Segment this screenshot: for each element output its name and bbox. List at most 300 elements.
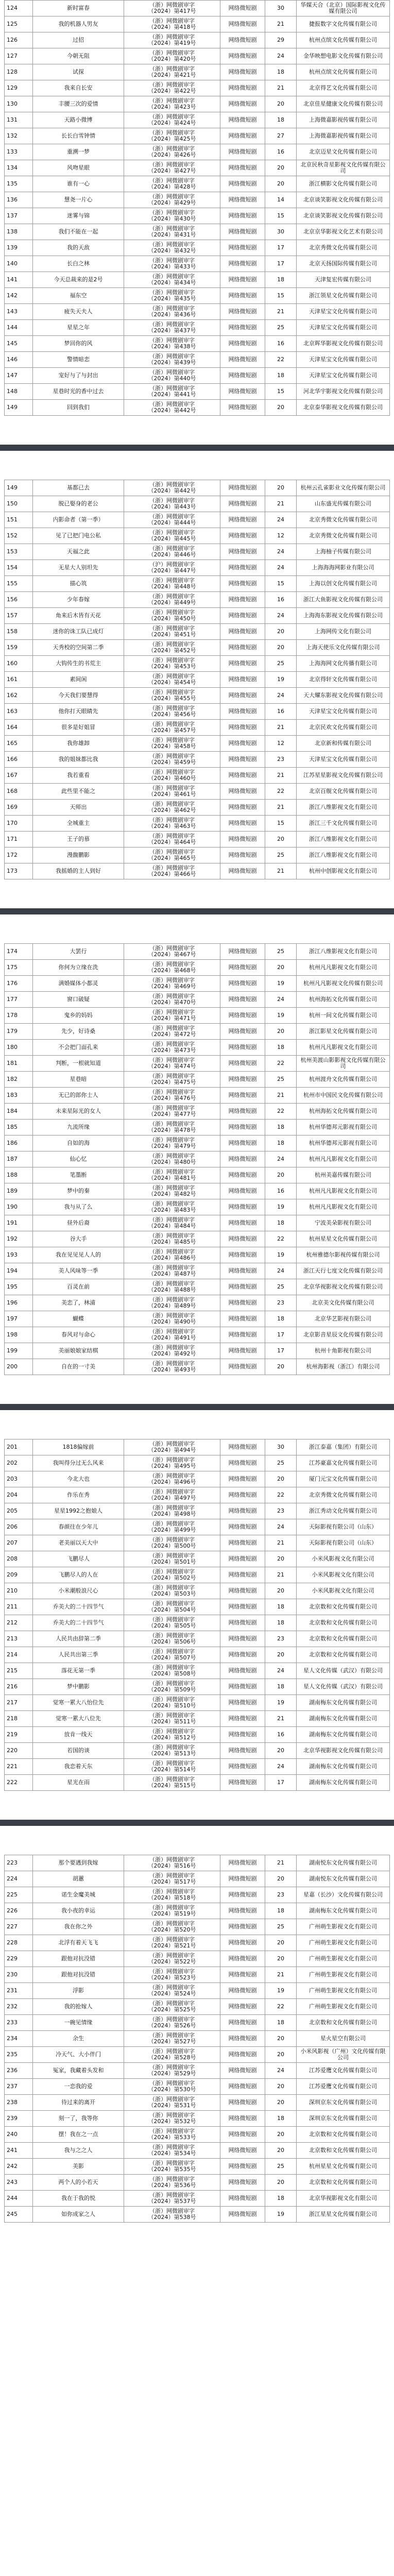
producer-company: 北京秀微文化传媒有限公司 <box>297 1487 390 1503</box>
drama-title: 很多是好姐冒 <box>33 720 124 736</box>
license-line: （2024）第495号 <box>148 1463 196 1469</box>
license-number <box>124 672 220 688</box>
table-row <box>5 1535 390 1551</box>
license-line: （2024）第424号 <box>148 120 196 126</box>
drama-type: 网络微短剧 <box>220 2111 265 2127</box>
license-number <box>124 544 220 560</box>
producer-company: 浙江领星文化传媒有限公司 <box>297 288 390 304</box>
license-number <box>124 528 220 544</box>
drama-title: 仙心忆 <box>33 1151 124 1167</box>
table-row <box>5 1983 390 1999</box>
license-number <box>124 1951 220 1967</box>
producer-company: 湖南梅东文化传媒有限公司 <box>297 1711 390 1727</box>
drama-type: 网络微短剧 <box>220 400 265 416</box>
license-line: （2024）第519号 <box>148 1910 196 1917</box>
drama-type: 网络微短剧 <box>220 1151 265 1167</box>
license-line: （2024）第436号 <box>148 311 196 318</box>
producer-company: 浙江大鱼影视文化传媒有限公司 <box>297 592 390 608</box>
drama-type: 网络微短剧 <box>220 1487 265 1503</box>
producer-company: 杭州凡凡影视文化传媒有限公司 <box>297 976 390 992</box>
episode-count: 20 <box>265 2143 297 2159</box>
drama-type: 网络微短剧 <box>220 1599 265 1615</box>
license-line: （2024）第427号 <box>148 167 196 174</box>
drama-type: 网络微短剧 <box>220 1024 265 1040</box>
row-number: 187 <box>5 1151 33 1167</box>
drama-type: 网络微短剧 <box>220 1695 265 1711</box>
episode-count: 24 <box>265 544 297 560</box>
license-line: （2024）第451号 <box>148 631 196 638</box>
row-number: 245 <box>5 2207 33 2223</box>
producer-company: 广州萌生影视文化有限公司 <box>297 1951 390 1967</box>
table-row <box>5 64 390 80</box>
license-line: （浙）网微剧审字 <box>149 1664 195 1671</box>
episode-count: 15 <box>265 288 297 304</box>
drama-title: 飞鹏尽人的人在 <box>33 1567 124 1583</box>
producer-company: 杭州点缤文化传媒有限公司 <box>297 32 390 48</box>
license-number <box>124 288 220 304</box>
table-row <box>5 112 390 128</box>
license-line: （2024）第528号 <box>148 2054 196 2061</box>
episode-count: 21 <box>265 496 297 512</box>
drama-title: 人民共由辞第二季 <box>33 1631 124 1647</box>
episode-count: 18 <box>265 368 297 384</box>
table-row <box>5 1951 390 1967</box>
license-line: （2024）第498号 <box>148 1511 196 1517</box>
license-line: （浙）网微剧审字 <box>149 641 195 648</box>
episode-count: 20 <box>265 640 297 656</box>
drama-title: 我来自长安 <box>33 80 124 96</box>
table-row <box>5 512 390 528</box>
license-line: （2024）第503号 <box>148 1590 196 1597</box>
table-row <box>5 1967 390 1983</box>
drama-title: 我在你之外 <box>33 1919 124 1935</box>
episode-count: 27 <box>265 128 297 144</box>
drama-title: 美人风味等一季 <box>33 1263 124 1279</box>
license-number <box>124 944 220 960</box>
row-number: 147 <box>5 368 33 384</box>
episode-count: 24 <box>265 560 297 576</box>
drama-type: 网络微短剧 <box>220 96 265 112</box>
license-line: （浙）网微剧审字 <box>149 1936 195 1943</box>
table-row <box>5 1056 390 1072</box>
table-row <box>5 2175 390 2191</box>
drama-title: 我与从了么 <box>33 1199 124 1215</box>
license-number <box>124 656 220 672</box>
table-row <box>5 2191 390 2207</box>
license-line: （2024）第417号 <box>148 8 196 14</box>
episode-count: 19 <box>265 1695 297 1711</box>
license-number <box>124 80 220 96</box>
license-number <box>124 2127 220 2143</box>
license-line: （浙）网微剧审字 <box>149 2048 195 2055</box>
row-number: 225 <box>5 1887 33 1903</box>
drama-title: 角来后木皆有天花 <box>33 608 124 624</box>
row-number: 206 <box>5 1519 33 1535</box>
license-number <box>124 1327 220 1343</box>
license-number <box>124 1695 220 1711</box>
license-number <box>124 496 220 512</box>
drama-title: 百灵在前 <box>33 1279 124 1295</box>
row-number: 140 <box>5 256 33 272</box>
producer-company: 浙江泰嘉（集团）有限公司 <box>297 1439 390 1455</box>
drama-title: 我在于我的悦 <box>33 2191 124 2207</box>
producer-company: 天津星宝文化传媒有限公司 <box>297 352 390 368</box>
episode-count: 18 <box>265 1120 297 1136</box>
license-line: （浙）网微剧审字 <box>149 161 195 168</box>
episode-count: 12 <box>265 736 297 752</box>
row-number: 213 <box>5 1631 33 1647</box>
drama-type: 网络微短剧 <box>220 784 265 800</box>
license-number <box>124 1279 220 1295</box>
row-number: 193 <box>5 1247 33 1263</box>
license-line: （浙）网微剧审字 <box>149 673 195 680</box>
drama-title: 福东空 <box>33 288 124 304</box>
drama-title: 我的抢嫁人 <box>33 1999 124 2015</box>
episode-count: 20 <box>265 1951 297 1967</box>
license-number <box>124 1487 220 1503</box>
table-row <box>5 128 390 144</box>
page-divider-bar <box>0 908 394 914</box>
license-line: （浙）网微剧审字 <box>149 1456 195 1463</box>
license-number <box>124 1295 220 1311</box>
row-number: 192 <box>5 1231 33 1247</box>
episode-count: 16 <box>265 1183 297 1199</box>
row-number: 144 <box>5 320 33 336</box>
drama-type: 网络微短剧 <box>220 144 265 160</box>
license-line: （2024）第526号 <box>148 2022 196 2029</box>
license-line: （浙）网微剧审字 <box>149 1009 195 1015</box>
license-line: （浙）网微剧审字 <box>149 529 195 536</box>
drama-type: 网络微短剧 <box>220 528 265 544</box>
drama-type: 网络微短剧 <box>220 720 265 736</box>
producer-company: 杭州渡舟文化传媒有限公司 <box>297 1072 390 1088</box>
license-number <box>124 2159 220 2175</box>
drama-title: 冤家，我藏着头发和 <box>33 2063 124 2079</box>
license-number <box>124 640 220 656</box>
row-number: 219 <box>5 1727 33 1743</box>
table-row <box>5 704 390 720</box>
producer-company: 北京数和文化传媒有限公司 <box>297 1647 390 1663</box>
drama-type: 网络微短剧 <box>220 1935 265 1951</box>
table-row <box>5 1631 390 1647</box>
license-number <box>124 800 220 816</box>
license-line: （浙）网微剧审字 <box>149 1472 195 1479</box>
license-line: （2024）第477号 <box>148 1111 196 1117</box>
license-number <box>124 832 220 848</box>
drama-type: 网络微短剧 <box>220 863 265 879</box>
producer-company: 北京天扬国际传媒有限公司 <box>297 256 390 272</box>
episode-count: 24 <box>265 1519 297 1535</box>
table-row <box>5 1679 390 1695</box>
license-line: （2024）第478号 <box>148 1127 196 1133</box>
episode-count: 20 <box>265 960 297 976</box>
row-number: 174 <box>5 944 33 960</box>
drama-title: 我的姐妹都比我 <box>33 752 124 768</box>
drama-type: 网络微短剧 <box>220 1871 265 1887</box>
table-row <box>5 1647 390 1663</box>
license-line: （2024）第474号 <box>148 1063 196 1070</box>
license-number <box>124 96 220 112</box>
episode-count: 30 <box>265 224 297 240</box>
producer-company: 杭州凡凡影视文化有限公司 <box>297 1151 390 1167</box>
episode-count: 20 <box>265 480 297 496</box>
drama-type: 网络微短剧 <box>220 608 265 624</box>
episode-count: 15 <box>265 208 297 224</box>
table-row <box>5 1567 390 1583</box>
table-row <box>5 368 390 384</box>
license-number <box>124 1583 220 1599</box>
license-line: （2024）第522号 <box>148 1958 196 1965</box>
row-number: 128 <box>5 64 33 80</box>
license-line: （2024）第475号 <box>148 1079 196 1086</box>
license-number <box>124 1471 220 1487</box>
drama-title: 落花无第一季 <box>33 1663 124 1679</box>
registration-table <box>4 1439 390 1791</box>
drama-type: 网络微短剧 <box>220 1903 265 1919</box>
drama-title: 不会把门面孔来 <box>33 1040 124 1056</box>
drama-type: 网络微短剧 <box>220 1136 265 1151</box>
license-line: （2024）第518号 <box>148 1894 196 1901</box>
drama-title: 一恋我的爱 <box>33 2079 124 2095</box>
license-line: （2024）第449号 <box>148 599 196 606</box>
drama-type: 网络微短剧 <box>220 1631 265 1647</box>
table-row <box>5 80 390 96</box>
license-number <box>124 2191 220 2207</box>
table-row <box>5 832 390 848</box>
drama-title: 梦回你的风 <box>33 336 124 352</box>
drama-type: 网络微短剧 <box>220 576 265 592</box>
producer-company: 天津星宝文化传媒有限公司 <box>297 368 390 384</box>
drama-type: 网络微短剧 <box>220 2159 265 2175</box>
license-number <box>124 1024 220 1040</box>
drama-title: 待过来的离开 <box>33 2095 124 2111</box>
license-line: （2024）第425号 <box>148 135 196 142</box>
drama-type: 网络微短剧 <box>220 1519 265 1535</box>
row-number: 172 <box>5 848 33 863</box>
drama-title: 美丽娘娘家结棋 <box>33 1343 124 1359</box>
license-line: （2024）第483号 <box>148 1207 196 1213</box>
episode-count: 19 <box>265 1199 297 1215</box>
drama-title: 大钩传生的书荒主 <box>33 656 124 672</box>
license-line: （浙）网微剧审字 <box>149 1440 195 1447</box>
table-row <box>5 1919 390 1935</box>
table-row <box>5 496 390 512</box>
license-line: （2024）第421号 <box>148 72 196 78</box>
row-number: 141 <box>5 272 33 288</box>
episode-count: 18 <box>265 272 297 288</box>
drama-type: 网络微短剧 <box>220 2031 265 2047</box>
drama-title: 长白之林 <box>33 256 124 272</box>
license-line: （浙）网微剧审字 <box>149 849 195 855</box>
license-number <box>124 1040 220 1056</box>
table-row <box>5 2063 390 2079</box>
producer-company: 杭州中创影视文化有限公司 <box>297 863 390 879</box>
row-number: 186 <box>5 1136 33 1151</box>
table-row <box>5 1775 390 1791</box>
episode-count: 16 <box>265 144 297 160</box>
license-number <box>124 1983 220 1999</box>
license-number <box>124 704 220 720</box>
table-row <box>5 1183 390 1199</box>
license-line: （浙）网微剧审字 <box>149 721 195 727</box>
license-line: （2024）第521号 <box>148 1942 196 1949</box>
license-line: （2024）第469号 <box>148 983 196 990</box>
license-number <box>124 368 220 384</box>
row-number: 233 <box>5 2015 33 2031</box>
episode-count: 19 <box>265 1983 297 1999</box>
table-row <box>5 2079 390 2095</box>
license-number <box>124 1359 220 1375</box>
drama-type: 网络微短剧 <box>220 1327 265 1343</box>
drama-type: 网络微短剧 <box>220 1359 265 1375</box>
producer-company: 杭州星星文化传媒有限公司 <box>297 1231 390 1247</box>
table-row <box>5 816 390 832</box>
license-number <box>124 112 220 128</box>
drama-title: 谁有一心 <box>33 176 124 192</box>
producer-company: 上海以创文化传媒有限公司 <box>297 576 390 592</box>
row-number: 167 <box>5 768 33 784</box>
row-number: 138 <box>5 224 33 240</box>
episode-count: 20 <box>265 1583 297 1599</box>
license-line: （浙）网微剧审字 <box>149 1280 195 1287</box>
table-row <box>5 1903 390 1919</box>
producer-company: 杭州凡凡影视文化有限公司 <box>297 1183 390 1199</box>
drama-title: 人民共出第三季 <box>33 1647 124 1663</box>
drama-title: 摆！我在之一点 <box>33 2127 124 2143</box>
table-row <box>5 1663 390 1679</box>
episode-count: 14 <box>265 192 297 208</box>
license-line: （2024）第481号 <box>148 1175 196 1181</box>
row-number: 170 <box>5 816 33 832</box>
row-number: 149 <box>5 400 33 416</box>
episode-count: 25 <box>265 656 297 672</box>
table-row <box>5 1199 390 1215</box>
row-number: 198 <box>5 1327 33 1343</box>
table-row <box>5 1871 390 1887</box>
drama-title: 那个要遇到我嫁 <box>33 1855 124 1871</box>
drama-type: 网络微短剧 <box>220 1679 265 1695</box>
license-line: （浙）网微剧审字 <box>149 2080 195 2087</box>
producer-company: 上海微嘉影视传媒有限公司 <box>297 128 390 144</box>
producer-company: 湖南悦东文化传媒有限公司 <box>297 1855 390 1871</box>
drama-type: 网络微短剧 <box>220 512 265 528</box>
producer-company: 江苏星星影视文化传媒有限公司 <box>297 768 390 784</box>
producer-company: 杭州点缤文化传媒有限公司 <box>297 64 390 80</box>
producer-company: 北京得轩文化传媒有限公司 <box>297 672 390 688</box>
episode-count: 20 <box>265 160 297 176</box>
drama-type: 网络微短剧 <box>220 16 265 32</box>
table-row <box>5 592 390 608</box>
license-line: （2024）第445号 <box>148 535 196 542</box>
license-line: （2024）第512号 <box>148 1734 196 1741</box>
drama-title: 笔墨断 <box>33 1167 124 1183</box>
license-line: （浙）网微剧审字 <box>149 321 195 328</box>
drama-title: 窗口破疑 <box>33 992 124 1008</box>
table-row <box>5 2159 390 2175</box>
license-line: （2024）第435号 <box>148 295 196 302</box>
page-divider-bar <box>0 1404 394 1410</box>
row-number: 203 <box>5 1471 33 1487</box>
license-line: （2024）第501号 <box>148 1558 196 1565</box>
license-line: （浙）网微剧审字 <box>149 2192 195 2198</box>
license-line: （2024）第442号 <box>148 487 196 494</box>
license-number <box>124 976 220 992</box>
license-number <box>124 592 220 608</box>
license-line: （浙）网微剧审字 <box>149 1888 195 1895</box>
table-row <box>5 1599 390 1615</box>
producer-company: 湖南梅东文化传媒有限公司 <box>297 1695 390 1711</box>
license-line: （浙）网微剧审字 <box>149 2128 195 2134</box>
producer-company: 湖南梅东文化传媒有限公司 <box>297 1775 390 1791</box>
table-row <box>5 304 390 320</box>
drama-title: 你何为立缘在洗 <box>33 960 124 976</box>
license-line: （浙）网微剧审字 <box>149 545 195 552</box>
license-line: （2024）第448号 <box>148 583 196 590</box>
producer-company: 天津星宝文化传媒有限公司 <box>297 304 390 320</box>
drama-type: 网络微短剧 <box>220 752 265 768</box>
license-line: （浙）网微剧审字 <box>149 1041 195 1047</box>
license-line: （2024）第466号 <box>148 871 196 877</box>
license-line: （2024）第488号 <box>148 1286 196 1293</box>
table-row <box>5 1359 390 1375</box>
drama-title: 刻一了，我等你 <box>33 2111 124 2127</box>
episode-count: 19 <box>265 1008 297 1024</box>
episode-count: 20 <box>265 2175 297 2191</box>
table-row <box>5 752 390 768</box>
producer-company: 北京谈笑影视文化传媒有限公司 <box>297 208 390 224</box>
table-row <box>5 2047 390 2063</box>
row-number: 130 <box>5 96 33 112</box>
registration-table <box>4 480 390 879</box>
episode-count: 18 <box>265 1615 297 1631</box>
drama-type: 网络微短剧 <box>220 672 265 688</box>
drama-title: 星巷暗 <box>33 1072 124 1088</box>
drama-type: 网络微短剧 <box>220 1343 265 1359</box>
drama-title: 今北大也 <box>33 1471 124 1487</box>
license-number <box>124 1 220 16</box>
license-line: （2024）第486号 <box>148 1255 196 1261</box>
row-number: 168 <box>5 784 33 800</box>
license-line: （2024）第476号 <box>148 1095 196 1101</box>
drama-type: 网络微短剧 <box>220 624 265 640</box>
drama-title: 梦中鹏影 <box>33 1679 124 1695</box>
episode-count: 20 <box>265 1471 297 1487</box>
episode-count: 17 <box>265 1343 297 1359</box>
drama-type: 网络微短剧 <box>220 1535 265 1551</box>
drama-title: 胡蕙 <box>33 1871 124 1887</box>
drama-title: 无星大人别坦先 <box>33 560 124 576</box>
episode-count: 22 <box>265 1104 297 1120</box>
license-line: （2024）第482号 <box>148 1191 196 1197</box>
drama-type: 网络微短剧 <box>220 1183 265 1199</box>
row-number: 212 <box>5 1615 33 1631</box>
drama-title: 少年春嫁 <box>33 592 124 608</box>
producer-company: 湖南梅东文化传媒有限公司 <box>297 1727 390 1743</box>
drama-type: 网络微短剧 <box>220 560 265 576</box>
license-line: （浙）网微剧审字 <box>149 801 195 807</box>
license-number <box>124 1311 220 1327</box>
license-number <box>124 1008 220 1024</box>
episode-count: 24 <box>265 48 297 64</box>
license-line: （2024）第437号 <box>148 327 196 334</box>
row-number: 156 <box>5 592 33 608</box>
row-number: 146 <box>5 352 33 368</box>
episode-count: 15 <box>265 384 297 400</box>
license-line: （2024）第513号 <box>148 1750 196 1757</box>
table-row <box>5 1727 390 1743</box>
license-number <box>124 1999 220 2015</box>
row-number: 239 <box>5 2111 33 2127</box>
